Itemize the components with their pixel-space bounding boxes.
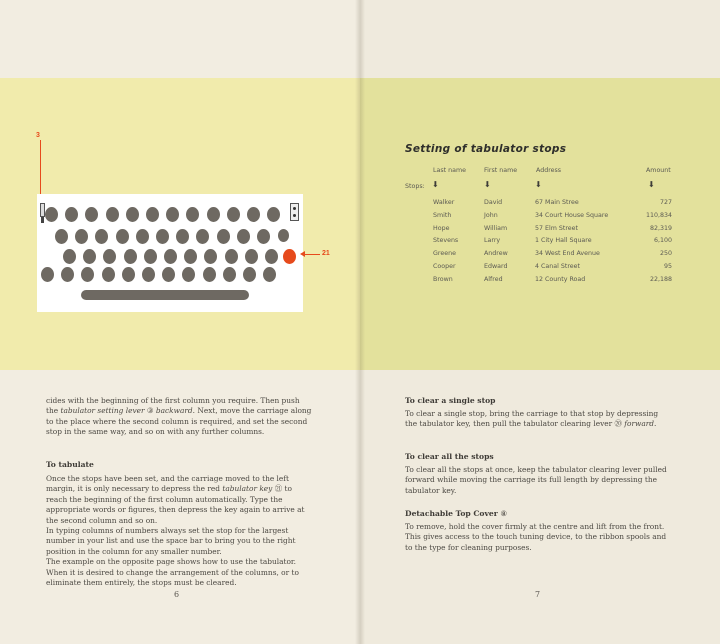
typewriter-key xyxy=(144,249,157,264)
paragraph-text: To clear all the stops at once, keep the tabulator clearing lever pulled forward while moving the carriage its full length by depressing the tabulator key. xyxy=(405,465,667,495)
typewriter-key xyxy=(146,207,159,222)
reference-marker: ③ xyxy=(146,406,154,416)
typewriter-key xyxy=(257,229,270,244)
page-number-left: 6 xyxy=(174,590,180,599)
typewriter-key xyxy=(136,229,149,244)
table-cell-amount: 22,188 xyxy=(649,275,672,283)
typewriter-key xyxy=(95,229,108,244)
typewriter-key xyxy=(227,207,240,222)
typewriter-key xyxy=(166,207,179,222)
book-gutter xyxy=(355,0,365,644)
italic-term: tabulator setting lever xyxy=(60,406,145,416)
paragraph-text: . xyxy=(654,419,657,429)
table-cell-first: Andrew xyxy=(484,250,508,258)
table-cell-last: Cooper xyxy=(433,263,456,270)
table-cell-address: 4 Canal Street xyxy=(535,263,580,270)
typewriter-key xyxy=(124,249,137,264)
paragraph-clear-single-stop xyxy=(405,409,671,430)
table-cell-amount: 6,100 xyxy=(653,237,672,245)
paragraph-clear-all-stops xyxy=(405,465,671,496)
typewriter-key xyxy=(81,267,94,282)
paragraph-text: In typing columns of numbers always set the stop for the largest number in your list and use the space bar to bring you to the right position in the column for any smaller number. xyxy=(46,526,296,556)
typewriter-key xyxy=(263,267,276,282)
typewriter-key xyxy=(245,249,258,264)
heading-clear-all-stops: To clear all the stops xyxy=(405,452,494,461)
typewriter-key xyxy=(55,229,68,244)
stops-label: Stops: xyxy=(405,183,425,190)
callout-3-line xyxy=(40,140,41,200)
space-bar xyxy=(81,290,249,300)
table-cell-amount: 95 xyxy=(663,263,672,270)
stop-arrow-icon: ⬇ xyxy=(535,180,542,189)
typewriter-key xyxy=(217,229,230,244)
callout-21-line xyxy=(304,254,320,255)
heading-clear-single-stop: To clear a single stop xyxy=(405,396,496,405)
table-cell-address: 34 Court House Square xyxy=(535,211,609,219)
table-cell-address: 57 Elm Street xyxy=(535,224,579,232)
table-cell-last: Walker xyxy=(433,199,455,206)
typewriter-key xyxy=(182,267,195,282)
typewriter-key xyxy=(83,249,96,264)
paragraph-text: To clear a single stop, bring the carriage to that stop by depressing the tabulator key, then pull the tabulator clearing lever xyxy=(405,409,659,429)
typewriter-key xyxy=(176,229,189,244)
typewriter-key xyxy=(267,207,280,222)
typewriter-key xyxy=(116,229,129,244)
stop-arrow-icon: ⬇ xyxy=(432,180,439,189)
typewriter-key xyxy=(223,267,236,282)
clearing-lever-dot xyxy=(293,214,296,217)
typewriter-key xyxy=(164,249,177,264)
table-cell-last: Smith xyxy=(433,211,452,219)
typewriter-key xyxy=(162,267,175,282)
shift-lock-key xyxy=(278,229,289,242)
table-cell-first: John xyxy=(484,211,498,219)
typewriter-key xyxy=(122,267,135,282)
header-first-name: First name xyxy=(484,167,518,174)
typewriter-key xyxy=(103,249,116,264)
table-cell-last: Greene xyxy=(433,250,456,258)
tabulator-lever-stem xyxy=(41,217,44,223)
typewriter-key xyxy=(106,207,119,222)
table-cell-address: 34 West End Avenue xyxy=(535,250,600,258)
typewriter-key xyxy=(142,267,155,282)
paragraph-top-cover xyxy=(405,522,671,553)
typewriter-key xyxy=(102,267,115,282)
italic-term: backward xyxy=(155,406,193,416)
table-cell-first: William xyxy=(484,224,508,232)
heading-text: Detachable Top Cover xyxy=(405,509,498,518)
table-cell-address: 12 County Road xyxy=(535,275,586,283)
paragraph-text: The example on the opposite page shows how to use the tabulator. When it is desired to change the arrangement of the columns, or to eliminate them entirely, the stops must be cleared. xyxy=(46,557,299,588)
italic-term: tabulator key xyxy=(222,484,273,494)
reference-marker: ⑳ xyxy=(614,419,622,429)
page-number-right: 7 xyxy=(535,590,541,599)
typewriter-key xyxy=(184,249,197,264)
header-address: Address xyxy=(536,167,562,174)
typewriter-key xyxy=(45,207,58,222)
callout-21-label: 21 xyxy=(322,250,330,257)
table-cell-last: Hope xyxy=(433,224,450,232)
table-cell-amount: 727 xyxy=(659,199,672,206)
typewriter-key xyxy=(265,249,278,264)
paragraph-text: cides with the beginning of the first column you require. Then push the xyxy=(46,396,300,416)
typewriter-key xyxy=(203,267,216,282)
paragraph-tabulate xyxy=(46,474,312,588)
typewriter-key xyxy=(243,267,256,282)
table-cell-amount: 82,319 xyxy=(649,224,672,232)
typewriter-key xyxy=(41,267,54,282)
table-cell-first: Larry xyxy=(484,237,501,245)
tabulator-clearing-lever xyxy=(290,203,299,221)
reference-marker: ㉑ xyxy=(274,484,283,494)
typewriter-key xyxy=(126,207,139,222)
header-last-name: Last name xyxy=(433,167,466,174)
typewriter-key xyxy=(63,249,76,264)
typewriter-key xyxy=(186,207,199,222)
typewriter-key xyxy=(247,207,260,222)
paragraph-text: To remove, hold the cover firmly at the centre and lift from the front. This gives access to the touch tuning device, to the ribbon spools and to the type for cleaning purposes. xyxy=(405,522,667,552)
stop-arrow-icon: ⬇ xyxy=(648,180,655,189)
typewriter-key xyxy=(207,207,220,222)
heading-to-tabulate: To tabulate xyxy=(46,460,94,469)
paragraph-text: to reach the beginning of the first column automatically. Type the appropriate words or figures, then depress the key again to arrive at the second column and so on. xyxy=(46,484,305,525)
table-cell-last: Stevens xyxy=(433,237,459,245)
typewriter-key xyxy=(65,207,78,222)
tabulator-key xyxy=(283,249,296,264)
table-cell-first: Edward xyxy=(484,263,508,270)
typewriter-key xyxy=(75,229,88,244)
header-amount: Amount xyxy=(646,167,671,174)
table-cell-address: 1 City Hall Square xyxy=(535,237,592,245)
typewriter-key xyxy=(156,229,169,244)
table-title: Setting of tabulator stops xyxy=(405,143,567,155)
callout-3-label: 3 xyxy=(36,132,40,139)
stop-arrow-icon: ⬇ xyxy=(484,180,491,189)
italic-term: forward xyxy=(624,419,654,429)
table-cell-last: Brown xyxy=(433,275,453,283)
reference-marker: ⑧ xyxy=(500,509,508,518)
typewriter-key xyxy=(237,229,250,244)
heading-detachable-top-cover xyxy=(405,509,507,518)
typewriter-key xyxy=(204,249,217,264)
clearing-lever-dot xyxy=(293,207,296,210)
table-cell-amount: 250 xyxy=(659,250,672,258)
paragraph-text: . Next, move the carriage along to the place where the second column is required, and set the second stop in the same way, and so on with any further columns. xyxy=(46,406,312,437)
typewriter-key xyxy=(61,267,74,282)
paragraph-text: Once the stops have been set, and the carriage moved to the left margin, it is only necessary to depress the red xyxy=(46,474,289,494)
table-cell-first: David xyxy=(484,199,503,206)
table-cell-amount: 110,834 xyxy=(645,211,672,219)
typewriter-key xyxy=(85,207,98,222)
paragraph-setting-columns xyxy=(46,396,312,438)
keyboard-illustration xyxy=(37,194,303,312)
table-cell-first: Alfred xyxy=(484,275,503,283)
table-cell-address: 67 Main Stree xyxy=(535,199,579,206)
typewriter-key xyxy=(225,249,238,264)
typewriter-key xyxy=(196,229,209,244)
